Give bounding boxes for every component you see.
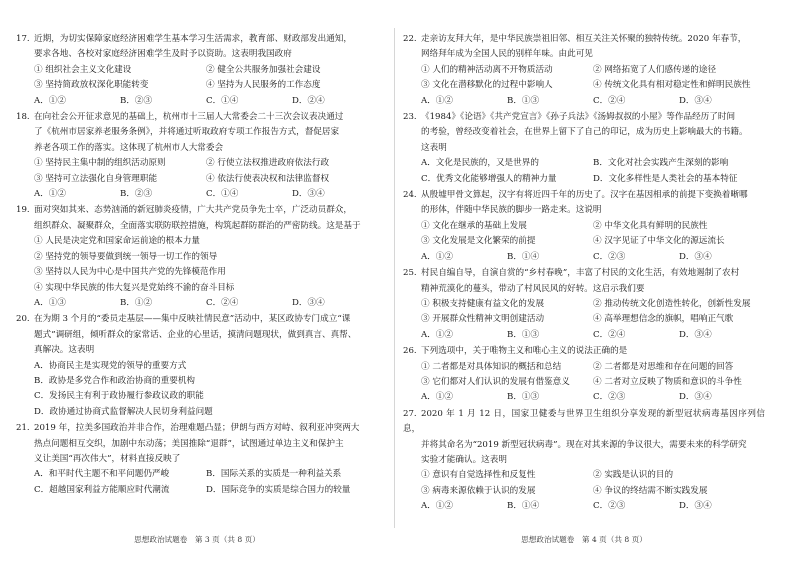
option-item: ③ 它们都对人们认识的发展有借鉴意义: [421, 376, 570, 387]
option-item: ④ 争议的终结需不断实践发展: [593, 485, 708, 496]
answer-choice: B．①④: [507, 501, 540, 512]
option-item: ② 健全公共服务加强社会建设: [206, 64, 321, 75]
option-item: ② 中华文化具有鲜明的民族性: [593, 220, 708, 231]
question-22: [403, 32, 765, 109]
option-item: ① 坚持民主集中制的组织活动原则: [34, 158, 166, 169]
options-group: [16, 63, 378, 94]
answer-choices: [16, 94, 378, 109]
option-item: A．和平时代主题不和平问题仍严峻: [34, 469, 170, 480]
option-item: ① 二者都是对具体知识的概括和总结: [421, 361, 562, 372]
question-24: [403, 188, 765, 265]
question-stem-line: [403, 141, 765, 156]
option-item: ④ 依法行使表决权和法律监督权: [206, 173, 330, 184]
answer-choice: D．②④: [292, 95, 325, 106]
question-stem-line: [403, 188, 765, 203]
question-number: 20.: [16, 314, 30, 325]
question-number: 26.: [403, 346, 417, 357]
answer-choice: D．③④: [679, 95, 712, 106]
question-stem-text: 的考验，曾经改变着社会，在世界上留下了自己的印记，成为历史上影响最大的书籍。: [421, 127, 748, 138]
question-stem-text: 的形体，伴随中华民族的脚步一路走来。这说明: [421, 205, 602, 216]
question-20: [16, 312, 378, 420]
answer-choice: B．②③: [120, 95, 153, 106]
option-item: ② 实践是认识的目的: [593, 470, 674, 481]
question-stem-text: 热点问题相互交织，加剧中东动荡；美国推除“退群”，试图通过单边主义和保护主: [34, 438, 344, 449]
option-item: ③ 坚持以人民为中心是中国共产党的先锋模范作用: [34, 267, 226, 278]
question-stem-line: [403, 125, 765, 140]
answer-choice: A．①②: [421, 501, 453, 512]
answer-choices: [403, 250, 765, 265]
question-25: [403, 266, 765, 343]
answer-choice: C．②④: [593, 95, 626, 106]
question-number: 24.: [403, 190, 417, 201]
question-stem-line: [403, 110, 765, 125]
left-column: [16, 32, 378, 499]
option-item: D．国际竞争的实质是综合国力的较量: [206, 484, 351, 495]
answer-choice: A．①②: [34, 189, 66, 200]
question-23: [403, 110, 765, 187]
question-stem-line: [403, 203, 765, 218]
question-stem-line: [403, 266, 765, 281]
footer-right: 思想政治试题卷 第 4 页（共 8 页）: [521, 535, 647, 544]
question-stem-text: 2019 年，拉美多国政治并非合作，治理难题凸显；伊朗与西方对峙、叙利亚冲突两大: [34, 423, 360, 434]
option-item: A．文化是民族的，又是世界的: [421, 158, 539, 169]
option-item: ① 文化在继承的基础上发展: [421, 220, 527, 231]
option-item: B．政协是多党合作和政治协商的重要机构: [34, 375, 196, 386]
question-stem-text: 并将其命名为“2019 新型冠状病毒”。现在对其来源的争议很大，需要未来的科学研究: [421, 439, 747, 450]
question-stem-line: [16, 452, 378, 467]
question-stem-text: 网络拜年成为全国人民的别样年味。由此可见: [421, 49, 593, 60]
question-stem-line: [16, 437, 378, 452]
right-column: [403, 32, 765, 516]
question-number: 21.: [16, 423, 30, 434]
question-stem-line: [16, 328, 378, 343]
answer-choice: A．①②: [421, 329, 453, 340]
question-number: 23.: [403, 112, 417, 123]
option-item: ② 行使立法权推进政府依法行政: [206, 158, 330, 169]
option-item: ② 推动传统文化创造性转化，创新性发展: [593, 298, 751, 309]
option-item: ② 二者都是对思维和存在问题的回答: [593, 361, 734, 372]
question-stem-text: 组织群众、凝聚群众，全面落实联防联控措施，构筑起群防群治的严密防线。这是基于: [34, 220, 361, 231]
answer-choice: A．①②: [421, 95, 453, 106]
question-number: 18.: [16, 112, 30, 123]
answer-choices: [403, 328, 765, 343]
question-stem-text: 这表明: [421, 142, 447, 153]
answer-choice: C．②③: [593, 392, 626, 403]
question-stem-line: [16, 421, 378, 436]
question-stem-line: [403, 47, 765, 62]
question-number: 25.: [403, 268, 417, 279]
question-stem-text: 下列选项中，关于唯物主义和唯心主义的说法正确的是: [421, 346, 628, 357]
question-stem-text: 2020 年 1 月 12 日，国家卫健委与世界卫生组织分享发现的新型冠状病毒基因序列信息，: [403, 408, 765, 435]
footer-left: 思想政治试题卷 第 3 页（共 8 页）: [134, 535, 260, 544]
question-stem-text: 养老各项工作的落实。这体现了杭州市人大常委会: [34, 142, 224, 153]
options-group: [16, 467, 378, 498]
option-item: ③ 文化发展是文化繁荣的前提: [421, 236, 536, 247]
option-item: ① 意识有自觉选择性和反复性: [421, 470, 536, 481]
question-stem-line: [16, 110, 378, 125]
option-item: ④ 坚持为人民服务的工作态度: [206, 80, 321, 91]
answer-choices: [16, 187, 378, 202]
question-stem-line: [403, 32, 765, 47]
question-26: [403, 344, 765, 406]
option-item: ① 人民是决定党和国家命运前途的根本力量: [34, 236, 201, 247]
question-stem-text: 精神荒漠化的蔓头，带动了村风民风的好转。这启示我们要: [421, 283, 645, 294]
question-stem-text: 走亲访友拜大年，是中华民族崇祖旧邻、相互关注关怀聚的独特传统。2020 年春节，: [421, 34, 747, 44]
answer-choices: [16, 296, 378, 311]
answer-choice: D．③④: [679, 392, 712, 403]
question-stem-text: 要求各地、各校对家庭经济困难学生及时予以资助。这表明我国政府: [34, 49, 292, 60]
answer-choice: C．②③: [593, 501, 626, 512]
question-stem-text: 真解决。这表明: [34, 345, 95, 356]
option-item: ④ 实现中华民族的伟大复兴是党始终不渝的奋斗目标: [34, 282, 235, 293]
option-item: ④ 汉字见证了中华文化的源远流长: [593, 236, 725, 247]
question-stem-line: [16, 312, 378, 327]
option-item: ④ 传统文化具有相对稳定性和鲜明民族性: [593, 80, 751, 91]
answer-choices: [403, 499, 765, 514]
question-stem-line: [403, 282, 765, 297]
option-item: C．超越国家利益方能顺应时代潮流: [34, 484, 170, 495]
option-item: A．协商民主是实现党的领导的重要方式: [34, 360, 187, 371]
option-item: ③ 开展群众性精神文明创建活动: [421, 314, 545, 325]
answer-choice: D．③④: [679, 501, 712, 512]
option-item: ④ 高举理想信念的旗帜，唱响正气歌: [593, 314, 734, 325]
question-stem-text: 在为期 3 个月的“委员走基层——集中反映社情民意”活动中，某区政协专门成立“课: [34, 314, 351, 325]
question-stem-text: 《1984》《论语》《共产党宣言》《孙子兵法》《汤姆叔叔的小屋》等作品经历了时间: [421, 112, 736, 123]
question-21: [16, 421, 378, 498]
column-divider: [394, 28, 395, 528]
question-19: [16, 203, 378, 311]
answer-choice: A．①②: [421, 392, 453, 403]
answer-choice: D．③④: [292, 189, 325, 200]
answer-choice: A．①②: [421, 251, 453, 262]
answer-choice: B．①③: [507, 95, 540, 106]
option-item: ① 积极支持健康有益文化的发展: [421, 298, 545, 309]
question-stem-line: [16, 219, 378, 234]
option-item: C．发扬民主有利于政协履行参政议政的职能: [34, 391, 204, 402]
question-stem-text: 了《杭州市居家养老服务条例》，并将通过听取政府专项工作报告方式，督促居家: [34, 127, 340, 138]
options-group: [403, 219, 765, 250]
option-item: ② 网络拓宽了人们感传递的途径: [593, 64, 717, 75]
option-item: C．优秀文化能够增强人的精神力量: [421, 173, 557, 184]
answer-choice: B．①③: [507, 329, 540, 340]
option-item: D．文化多样性是人类社会的基本特征: [593, 173, 738, 184]
option-item: ④ 二者对立反映了物质和意识的斗争性: [593, 376, 742, 387]
answer-choice: C．②④: [206, 297, 239, 308]
option-item: ③ 文化在潜移默化的过程中影响人: [421, 80, 553, 91]
question-stem-line: [16, 32, 378, 47]
option-item: ① 组织社会主义文化建设: [34, 64, 132, 75]
question-stem-text: 从殷墟甲骨文算起，汉字有将近四千年的历史了。汉字在基因相承的前提下变换着晰哪: [421, 190, 748, 201]
question-stem-text: 实验才能确认。这表明: [421, 454, 507, 465]
question-stem-line: [403, 453, 765, 468]
question-number: 19.: [16, 205, 30, 216]
question-stem-line: [16, 125, 378, 140]
options-group: [16, 156, 378, 187]
answer-choice: C．①④: [206, 189, 239, 200]
question-stem-line: [16, 141, 378, 156]
options-group: [403, 360, 765, 391]
question-number: 17.: [16, 34, 30, 44]
question-number: 22.: [403, 34, 417, 44]
option-item: ① 人们的精神活动离不开物质活动: [421, 64, 553, 75]
option-item: ③ 坚持可立法强化自身管理职能: [34, 173, 158, 184]
answer-choice: D．③④: [292, 297, 325, 308]
answer-choice: D．③④: [679, 329, 712, 340]
question-stem-line: [403, 344, 765, 359]
question-stem-line: [16, 47, 378, 62]
options-group: [403, 63, 765, 94]
option-item: ③ 坚持简政放权深化职能转变: [34, 80, 149, 91]
answer-choice: A．①③: [34, 297, 66, 308]
options-group: [403, 156, 765, 187]
answer-choice: D．③④: [679, 251, 712, 262]
question-stem-text: 题式”调研组，倾听群众的家常话、企业的心里话，摸清问题现状，做到真言、真帮、: [34, 329, 357, 340]
question-stem-line: [403, 407, 765, 438]
question-stem-line: [403, 438, 765, 453]
option-item: ② 坚持党的领导要做到统一领导一切工作的领导: [34, 251, 218, 262]
answer-choice: B．①③: [507, 392, 540, 403]
question-stem-line: [16, 203, 378, 218]
option-item: B．国际关系的实质是一种利益关系: [206, 469, 342, 480]
question-18: [16, 110, 378, 202]
answer-choices: [403, 94, 765, 109]
question-stem-text: 面对突如其来、态势汹涌的新冠肺炎疫情，广大共产党员争先士卒，广泛动员群众，: [34, 205, 352, 216]
question-stem-text: 村民自编自导，自演自赏的“乡村春晚”，丰富了村民的文化生活，有效地遏制了农村: [421, 268, 740, 279]
question-stem-line: [16, 343, 378, 358]
question-number: 27.: [403, 408, 417, 419]
question-27: [403, 407, 765, 515]
answer-choice: C．②④: [593, 329, 626, 340]
answer-choice: C．①④: [206, 95, 239, 106]
answer-choice: B．①②: [120, 297, 153, 308]
options-group: [16, 234, 378, 296]
question-stem-text: 近期，为切实保障家庭经济困难学生基本学习生活需求，教育部、财政部发出通知，: [34, 34, 352, 44]
answer-choice: C．②③: [593, 251, 626, 262]
question-17: [16, 32, 378, 109]
answer-choice: A．①②: [34, 95, 66, 106]
option-item: D．政协通过协商式监督解决人民切身利益问题: [34, 406, 213, 417]
options-group: [403, 468, 765, 499]
answer-choice: B．①④: [507, 251, 540, 262]
options-group: [403, 297, 765, 328]
answer-choice: B．②③: [120, 189, 153, 200]
option-item: B．文化对社会实践产生深刻的影响: [593, 158, 729, 169]
options-group: [16, 359, 378, 421]
question-stem-text: 义让美国“再次伟大”，材料直接反映了: [34, 453, 181, 464]
option-item: ③ 病毒来源依赖于认识的发展: [421, 485, 536, 496]
question-stem-text: 在向社会公开征求意见的基础上，杭州市十三届人大常委会二十三次会议表决通过: [34, 112, 344, 123]
answer-choices: [403, 390, 765, 405]
